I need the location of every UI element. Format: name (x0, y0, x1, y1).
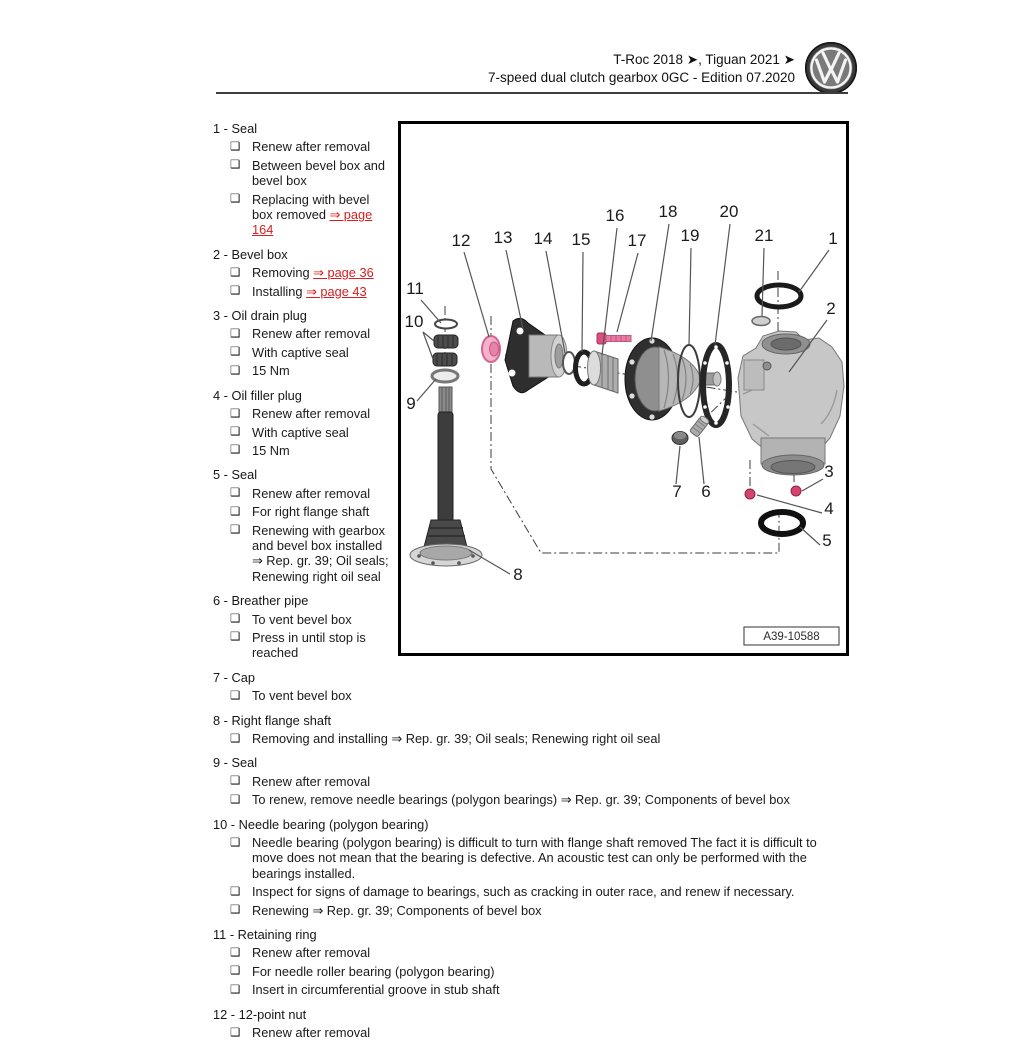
checkbox-icon: ❑ (230, 689, 241, 702)
part-note-text: 15 Nm (252, 363, 290, 379)
checkbox-icon: ❑ (230, 904, 241, 917)
checkbox-icon: ❑ (230, 444, 241, 457)
part-note (230, 406, 849, 421)
part-note-text: To vent bevel box (252, 688, 352, 704)
part-item-7 (213, 670, 849, 704)
part-note (230, 345, 849, 360)
part-note-text: Between bevel box and bevel box (252, 157, 386, 189)
part-note (230, 792, 849, 807)
header-model-line: T-Roc 2018 ➤, Tiguan 2021 ➤ (613, 52, 795, 67)
part-note (230, 192, 849, 238)
part-note (230, 265, 849, 280)
checkbox-icon: ❑ (230, 1026, 241, 1039)
callout-number-12: 12 (451, 231, 471, 250)
callout-number-15: 15 (571, 230, 591, 249)
part-note-text: Renew after removal (252, 326, 371, 342)
part-item-10 (213, 817, 849, 918)
part-note-text: Renew after removal (252, 485, 371, 501)
checkbox-icon: ❑ (230, 346, 241, 359)
part-note-text: 15 Nm (252, 442, 290, 458)
callout-number-5: 5 (822, 531, 832, 550)
part-note-text: Removing and installing ⇒ Rep. gr. 39; Oil seals; Renewing right oil seal (252, 731, 661, 746)
part-note (230, 425, 849, 440)
callout-leader-line (417, 379, 436, 401)
part-title: 4 - Oil filler plug (213, 387, 302, 403)
part-note-text: Renew after removal (252, 406, 371, 422)
part-title: 5 - Seal (213, 467, 258, 483)
part-note (230, 443, 849, 458)
part-note-text: For needle roller bearing (polygon bearing) (252, 963, 495, 979)
checkbox-icon: ❑ (230, 983, 241, 996)
callout-number-4: 4 (824, 499, 834, 518)
part-title: 2 - Bevel box (213, 246, 288, 262)
page-reference-link[interactable]: ⇒ page 43 (306, 283, 367, 299)
checkbox-icon: ❑ (230, 524, 241, 537)
page-reference-link[interactable]: ⇒ page 164 (252, 207, 373, 238)
checkbox-icon: ❑ (230, 631, 241, 644)
checkbox-icon: ❑ (230, 140, 241, 153)
checkbox-icon: ❑ (230, 613, 241, 626)
page-content (213, 121, 849, 1041)
part-note (230, 139, 849, 154)
part-note (230, 964, 849, 979)
callout-number-6: 6 (701, 482, 711, 501)
part-note-text: Renewing with gearbox and bevel box installed ⇒ Rep. gr. 39; Oil seals; Renewing right oil seal (252, 522, 389, 584)
part-note (230, 326, 849, 341)
callout-number-16: 16 (605, 206, 625, 225)
part-note (230, 982, 849, 997)
part-item-5 (213, 467, 849, 584)
checkbox-icon: ❑ (230, 364, 241, 377)
part-title: 6 - Breather pipe (213, 593, 309, 609)
part-title: 12 - 12-point nut (213, 1006, 307, 1022)
checkbox-icon: ❑ (230, 793, 241, 806)
part-item-9 (213, 755, 849, 807)
checkbox-icon: ❑ (230, 775, 241, 788)
part-note (230, 612, 849, 627)
callout-number-2: 2 (826, 299, 836, 318)
part-note-text: Inspect for signs of damage to bearings, such as cracking in outer race, and renew if necessary. (252, 884, 795, 900)
part-title: 1 - Seal (213, 121, 258, 136)
part-note-text: Removing (252, 265, 314, 281)
part-title: 7 - Cap (213, 669, 255, 685)
callout-number-7: 7 (672, 482, 682, 501)
checkbox-icon: ❑ (230, 836, 241, 849)
part-item-8 (213, 713, 849, 747)
part-note (230, 363, 849, 378)
header-doc-line: 7-speed dual clutch gearbox 0GC - Edition 07.2020 (488, 70, 795, 85)
cap-21-drawing (752, 317, 770, 326)
part-title: 8 - Right flange shaft (213, 712, 332, 728)
part-note (230, 630, 849, 661)
callout-number-18: 18 (658, 202, 678, 221)
part-note-text: Renew after removal (252, 139, 371, 155)
part-note (230, 945, 849, 960)
callout-number-13: 13 (493, 228, 513, 247)
part-title: 11 - Retaining ring (213, 927, 317, 943)
part-note-text: To renew, remove needle bearings (polygon bearings) ⇒ Rep. gr. 39; Components of bevel box (252, 792, 790, 808)
part-note (230, 903, 849, 918)
part-note (230, 523, 849, 585)
part-note-text: Renew after removal (252, 773, 371, 789)
part-title: 10 - Needle bearing (polygon bearing) (213, 816, 429, 832)
callout-number-1: 1 (828, 229, 838, 248)
part-title: 9 - Seal (213, 755, 258, 771)
callout-number-20: 20 (719, 202, 739, 221)
part-note (230, 731, 849, 746)
checkbox-icon: ❑ (230, 407, 241, 420)
callout-number-19: 19 (680, 226, 700, 245)
checkbox-icon: ❑ (230, 285, 241, 298)
callout-number-9: 9 (406, 394, 416, 413)
part-note-text: With captive seal (252, 424, 349, 440)
page-reference-link[interactable]: ⇒ page 36 (313, 265, 374, 281)
checkbox-icon: ❑ (230, 505, 241, 518)
checkbox-icon: ❑ (230, 159, 241, 172)
checkbox-icon: ❑ (230, 946, 241, 959)
callout-leader-line (421, 300, 441, 323)
part-note-text: With captive seal (252, 344, 349, 360)
checkbox-icon: ❑ (230, 327, 241, 340)
part-note (230, 835, 849, 881)
part-item-12 (213, 1007, 849, 1041)
part-note-text: Renewing ⇒ Rep. gr. 39; Components of bevel box (252, 902, 542, 918)
header-divider (216, 92, 848, 94)
part-note-text: Needle bearing (polygon bearing) is difficult to turn with flange shaft removed The fact it is difficult to move does not mean that the bearing is defective. An acoustic test can only be performed with the bearings installed. (252, 835, 817, 881)
part-note-text: For right flange shaft (252, 504, 370, 520)
part-note-text: Insert in circumferential groove in stub shaft (252, 982, 500, 998)
page-header (488, 51, 795, 87)
callout-number-17: 17 (627, 231, 647, 250)
checkbox-icon: ❑ (230, 965, 241, 978)
callout-number-14: 14 (533, 229, 553, 248)
vw-logo-icon (804, 41, 858, 95)
part-note-text: Renew after removal (252, 945, 371, 961)
part-note-text: Replacing with bevel box removed (252, 191, 370, 223)
checkbox-icon: ❑ (230, 732, 241, 745)
checkbox-icon: ❑ (230, 193, 241, 206)
part-note (230, 284, 849, 299)
callout-number-21: 21 (754, 226, 774, 245)
part-item-11 (213, 927, 849, 998)
part-item-1 (213, 121, 849, 238)
part-note-text: Renew after removal (252, 1025, 371, 1041)
part-note (230, 884, 849, 899)
callout-number-10: 10 (404, 312, 424, 331)
checkbox-icon: ❑ (230, 487, 241, 500)
part-note (230, 1025, 849, 1040)
part-note (230, 688, 849, 703)
callout-leader-line (651, 224, 669, 341)
part-note (230, 486, 849, 501)
part-note (230, 158, 849, 189)
checkbox-icon: ❑ (230, 266, 241, 279)
checkbox-icon: ❑ (230, 885, 241, 898)
figure-id-label: A39-10588 (763, 631, 820, 643)
part-note-text: Press in until stop is reached (252, 629, 366, 661)
part-note (230, 774, 849, 789)
part-note-text: To vent bevel box (252, 611, 352, 627)
part-note (230, 504, 849, 519)
part-title: 3 - Oil drain plug (213, 308, 307, 324)
callout-number-11: 11 (406, 279, 424, 298)
checkbox-icon: ❑ (230, 426, 241, 438)
part-note-text: Installing (252, 283, 307, 299)
callout-number-3: 3 (824, 462, 834, 481)
callout-number-8: 8 (513, 565, 523, 584)
